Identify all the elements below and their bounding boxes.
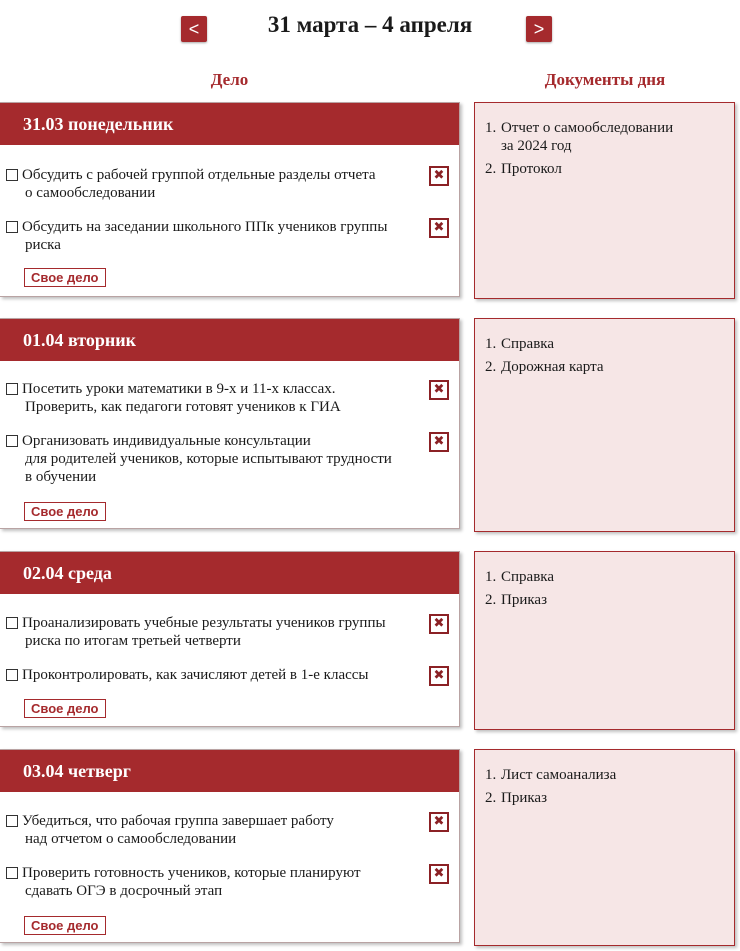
doc-number: 2. <box>485 790 497 806</box>
delete-task-icon[interactable]: ✖ <box>429 166 449 186</box>
doc-title: Приказ <box>501 790 548 806</box>
doc-item[interactable] <box>485 591 734 609</box>
task-text-line: Обсудить с рабочей группой отдельные разделы отчета <box>22 167 376 183</box>
day-docs-panel <box>474 749 735 946</box>
week-title: 31 марта – 4 апреля <box>267 12 473 37</box>
add-own-task-button[interactable]: Свое дело <box>24 268 106 287</box>
doc-title: Отчет о самообследовании <box>501 120 674 136</box>
prev-week-button[interactable]: < <box>181 16 207 42</box>
task-text-line: в обучении <box>25 469 97 485</box>
doc-title: Справка <box>501 336 554 352</box>
task-checkbox[interactable] <box>6 617 18 629</box>
task-text-line: риска по итогам третьей четверти <box>25 633 241 649</box>
task-text <box>22 380 409 416</box>
task-checkbox[interactable] <box>6 867 18 879</box>
task-text <box>22 864 409 900</box>
doc-item[interactable] <box>485 119 734 155</box>
task-text-line: сдавать ОГЭ в досрочный этап <box>25 883 223 899</box>
delete-task-icon[interactable]: ✖ <box>429 864 449 884</box>
day-card <box>0 318 460 529</box>
tasks-column-header: Дело <box>210 70 249 89</box>
task-text-line: Посетить уроки математики в 9-х и 11-х классах. <box>22 381 336 397</box>
doc-item[interactable] <box>485 766 734 784</box>
doc-title: за 2024 год <box>501 138 572 154</box>
docs-column-header: Документы дня <box>544 70 666 89</box>
task-text <box>22 666 409 684</box>
task-checkbox[interactable] <box>6 435 18 447</box>
task-text-line: Проверить, как педагоги готовят учеников к ГИА <box>25 399 341 415</box>
task-text-line: риска <box>25 237 61 253</box>
doc-title: Справка <box>501 569 554 585</box>
task-checkbox[interactable] <box>6 383 18 395</box>
task-item <box>0 666 459 684</box>
add-own-task-button[interactable]: Свое дело <box>24 699 106 718</box>
doc-item[interactable] <box>485 358 734 376</box>
task-item <box>0 864 459 900</box>
doc-item[interactable] <box>485 335 734 353</box>
next-week-button[interactable]: > <box>526 16 552 42</box>
delete-task-icon[interactable]: ✖ <box>429 432 449 452</box>
task-checkbox[interactable] <box>6 221 18 233</box>
docs-list <box>475 319 734 376</box>
delete-task-icon[interactable]: ✖ <box>429 666 449 686</box>
task-text <box>22 614 409 650</box>
docs-list <box>475 750 734 807</box>
day-header: 02.04 среда <box>0 552 459 594</box>
task-item <box>0 218 459 254</box>
doc-item[interactable] <box>485 160 734 178</box>
doc-item[interactable] <box>485 789 734 807</box>
task-text-line: Обсудить на заседании школьного ППк учеников группы <box>22 219 388 235</box>
task-item <box>0 812 459 848</box>
delete-task-icon[interactable]: ✖ <box>429 380 449 400</box>
add-own-task-button[interactable]: Свое дело <box>24 502 106 521</box>
doc-title: Лист самоанализа <box>501 767 617 783</box>
task-item <box>0 166 459 202</box>
doc-number: 2. <box>485 161 497 177</box>
task-text <box>22 166 409 202</box>
day-docs-panel <box>474 551 735 730</box>
task-text <box>22 432 409 486</box>
task-text-line: о самообследовании <box>25 185 156 201</box>
day-card <box>0 102 460 297</box>
doc-title: Протокол <box>501 161 562 177</box>
task-text <box>22 812 409 848</box>
doc-title: Приказ <box>501 592 548 608</box>
task-text-line: для родителей учеников, которые испытывают трудности <box>25 451 392 467</box>
add-own-task-button[interactable]: Свое дело <box>24 916 106 935</box>
docs-list <box>475 552 734 609</box>
task-checkbox[interactable] <box>6 815 18 827</box>
delete-task-icon[interactable]: ✖ <box>429 218 449 238</box>
task-item <box>0 614 459 650</box>
task-text-line: Убедиться, что рабочая группа завершает работу <box>22 813 334 829</box>
doc-number: 1. <box>485 767 497 783</box>
task-text-line: Проанализировать учебные результаты учеников группы <box>22 615 386 631</box>
task-checkbox[interactable] <box>6 669 18 681</box>
task-item <box>0 432 459 486</box>
docs-list <box>475 103 734 178</box>
task-checkbox[interactable] <box>6 169 18 181</box>
task-text-line: Проконтролировать, как зачисляют детей в 1-е классы <box>22 667 369 683</box>
doc-number: 1. <box>485 336 497 352</box>
doc-item[interactable] <box>485 568 734 586</box>
day-card <box>0 749 460 943</box>
delete-task-icon[interactable]: ✖ <box>429 614 449 634</box>
doc-number: 1. <box>485 120 497 136</box>
day-header: 01.04 вторник <box>0 319 459 361</box>
day-header: 31.03 понедельник <box>0 103 459 145</box>
day-header: 03.04 четверг <box>0 750 459 792</box>
task-text <box>22 218 409 254</box>
task-item <box>0 380 459 416</box>
day-card <box>0 551 460 727</box>
doc-number: 2. <box>485 359 497 375</box>
doc-number: 2. <box>485 592 497 608</box>
delete-task-icon[interactable]: ✖ <box>429 812 449 832</box>
day-docs-panel <box>474 318 735 532</box>
day-docs-panel <box>474 102 735 299</box>
task-text-line: Проверить готовность учеников, которые планируют <box>22 865 361 881</box>
doc-title: Дорожная карта <box>501 359 604 375</box>
task-text-line: над отчетом о самообследовании <box>25 831 237 847</box>
task-text-line: Организовать индивидуальные консультации <box>22 433 311 449</box>
doc-number: 1. <box>485 569 497 585</box>
